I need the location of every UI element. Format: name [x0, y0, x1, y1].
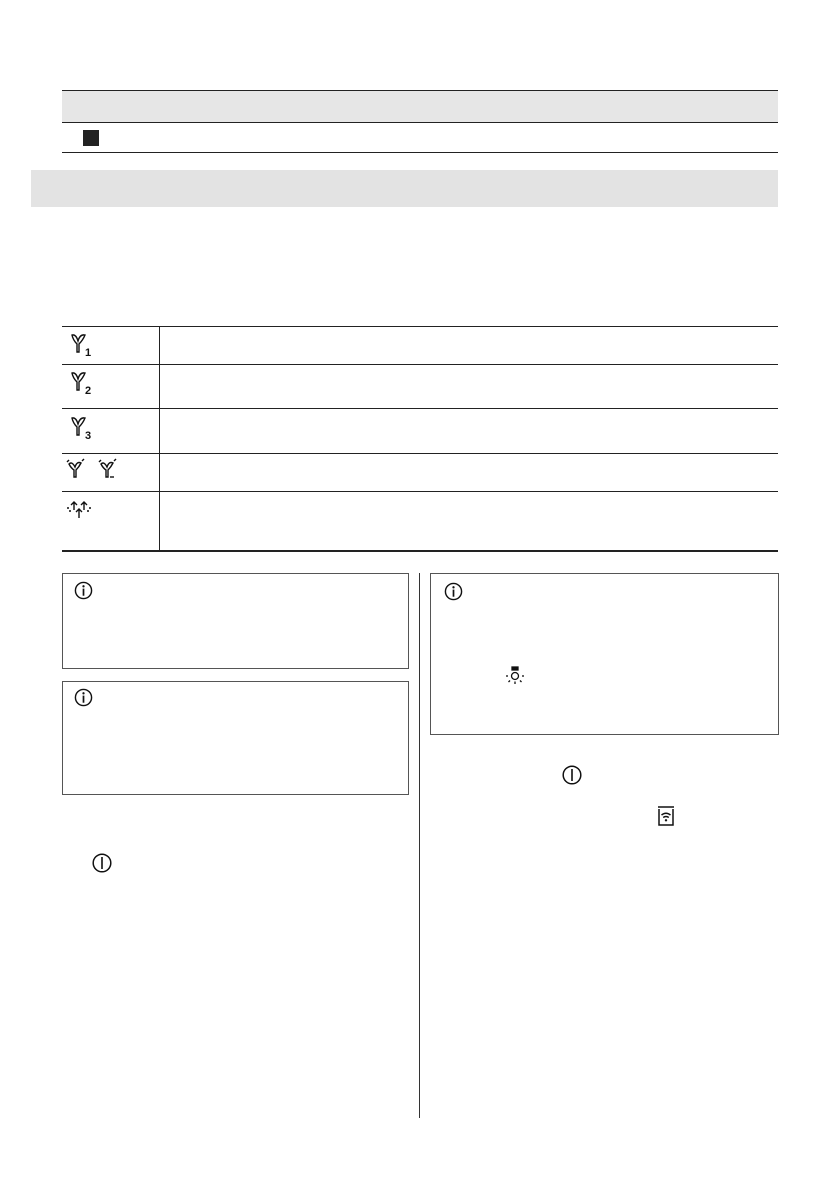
fan-boost-icon: [66, 458, 126, 482]
info-icon: [444, 582, 463, 601]
power-icon: [561, 764, 583, 786]
auto-extraction-icon: [66, 498, 94, 520]
black-square-icon: [83, 130, 99, 146]
svg-text:3: 3: [85, 430, 92, 441]
wifi-hood-icon: [656, 805, 676, 827]
table-header: [62, 90, 778, 123]
info-note-box: [62, 573, 409, 669]
fan-speed-1-icon: [68, 332, 94, 358]
top-table: [62, 90, 778, 153]
info-note-box: [62, 681, 409, 795]
info-icon: [74, 688, 93, 707]
fan-speed-table: [62, 326, 778, 552]
power-icon: [91, 852, 113, 874]
section-heading-band: [31, 170, 778, 207]
fan-speed-3-icon: [68, 415, 94, 441]
light-icon: [504, 666, 526, 688]
table-row: [62, 122, 778, 153]
svg-text:1: 1: [85, 347, 92, 358]
info-icon: [74, 581, 93, 600]
column-divider: [419, 573, 420, 1118]
info-note-box: [430, 573, 779, 735]
svg-text:2: 2: [85, 385, 92, 396]
fan-speed-2-icon: [68, 370, 94, 396]
